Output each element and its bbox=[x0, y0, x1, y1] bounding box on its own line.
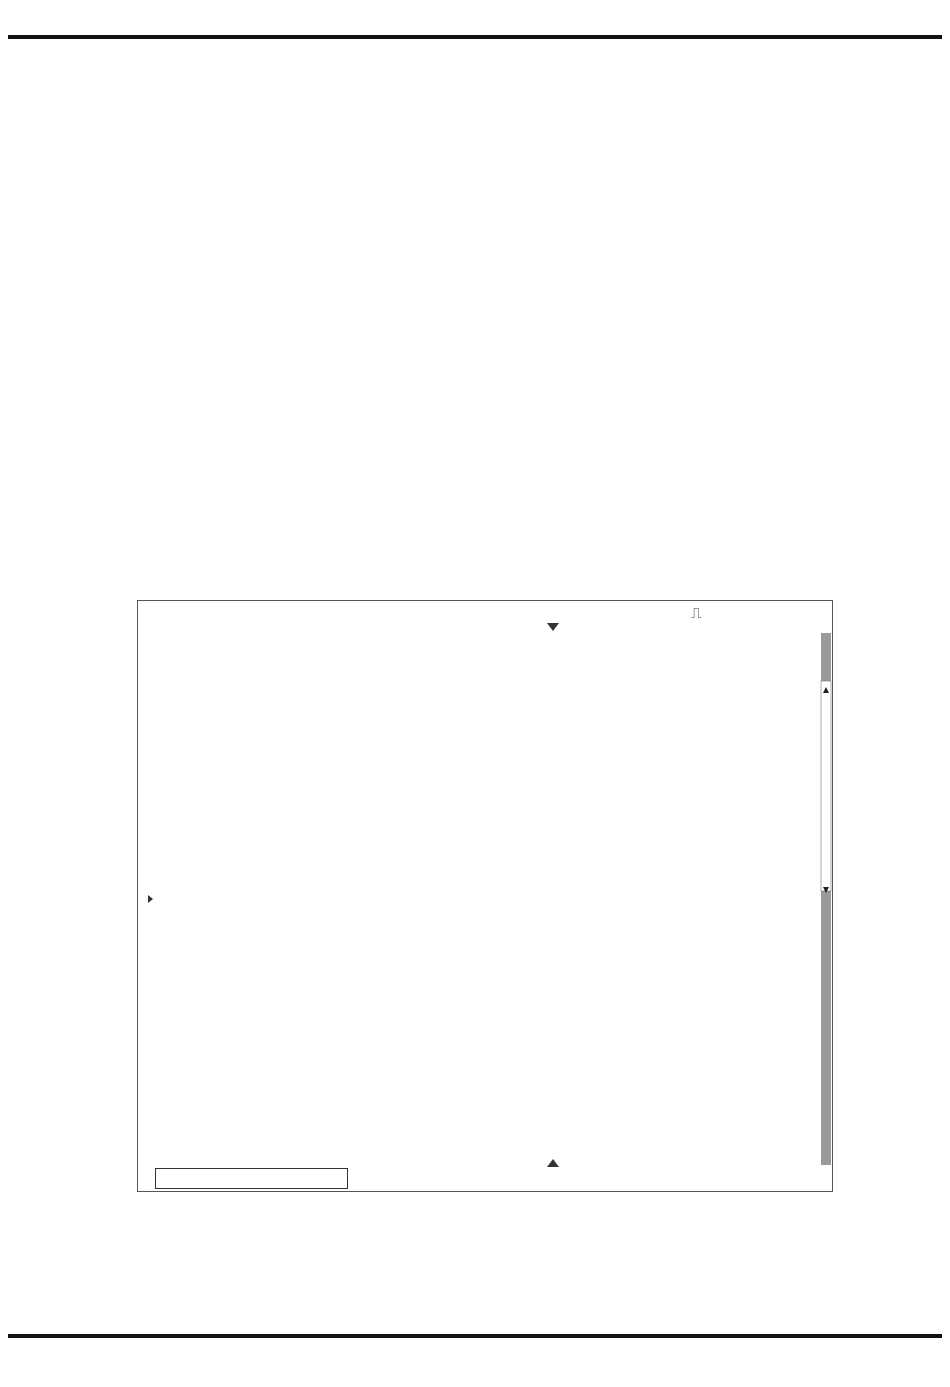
bottom-center-marker bbox=[547, 1159, 559, 1167]
acquire-icon: ⎍ bbox=[691, 604, 702, 622]
spec-table bbox=[65, 130, 916, 474]
trigger-position-marker bbox=[547, 623, 559, 631]
footer-rule bbox=[8, 1334, 942, 1338]
scrollbar[interactable] bbox=[821, 633, 831, 1165]
scope-display bbox=[138, 601, 834, 1193]
channel-1-marker-arrow bbox=[148, 895, 153, 903]
ch1-setting-box bbox=[155, 1168, 348, 1189]
oscilloscope-screen bbox=[137, 600, 833, 1192]
header-rule bbox=[8, 35, 942, 39]
